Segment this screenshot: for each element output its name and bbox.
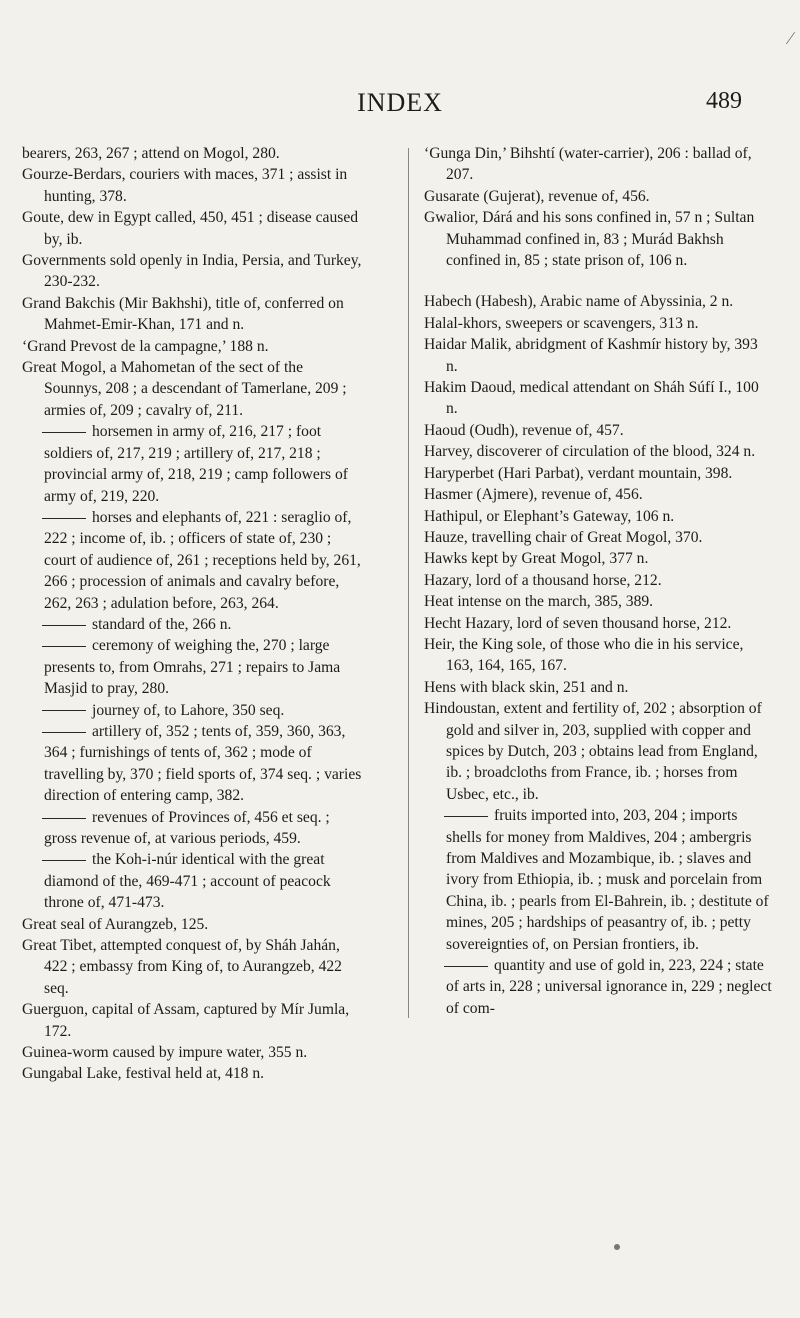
index-entry <box>424 591 772 612</box>
index-entry <box>424 207 772 271</box>
index-entry <box>424 291 772 312</box>
index-entry <box>424 143 772 186</box>
index-entry <box>22 935 362 999</box>
index-entry <box>424 334 772 377</box>
index-entry <box>424 420 772 441</box>
entry-text: ‘Grand Prevost de la campagne,’ 188 n. <box>22 337 269 355</box>
entry-text: Hazary, lord of a thousand horse, 212. <box>424 571 662 589</box>
index-subentry <box>424 955 772 1019</box>
index-subentry <box>22 849 362 913</box>
index-entry <box>424 548 772 569</box>
entry-text: Heir, the King sole, of those who die in his service, 163, 164, 165, 167. <box>424 635 744 675</box>
entry-text: horsemen in army of, 216, 217 ; foot soldiers of, 217, 219 ; artillery of, 217, 218 ; provincial army of, 218, 219 ; camp followers of army of, 219, 220. <box>44 423 349 505</box>
repeat-dash <box>42 732 86 733</box>
entry-text: Hecht Hazary, lord of seven thousand horse, 212. <box>424 614 732 632</box>
index-entry <box>22 1042 362 1063</box>
entry-text: revenues of Provinces of, 456 et seq. ; gross revenue of, at various periods, 459. <box>44 808 330 847</box>
repeat-dash <box>42 518 86 519</box>
entry-text: Heat intense on the march, 385, 389. <box>424 593 654 611</box>
entry-text: Grand Bakchis (Mir Bakhshi), title of, conferred on Mahmet-Emir-Khan, 171 and n. <box>22 294 344 334</box>
entry-text: Hindoustan, extent and fertility of, 202 ; absorption of gold and silver in, 203, supplied with copper and spices by Dutch, 203 ; obtains lead from England, ib. ; broadcloths from France, ib. ; horses from Usbec, etc., ib. <box>424 700 762 803</box>
entry-text: Governments sold openly in India, Persia, and Turkey, 230-232. <box>22 252 362 291</box>
index-subentry <box>22 507 362 614</box>
repeat-dash <box>42 710 86 711</box>
index-entry <box>424 463 772 484</box>
repeat-dash <box>42 625 86 626</box>
index-entry <box>424 506 772 527</box>
index-entry <box>22 143 362 164</box>
left-column <box>22 143 362 1085</box>
page-title: INDEX <box>357 88 443 117</box>
entry-text: Great Mogol, a Mahometan of the sect of the Sounnys, 208 ; a descendant of Tamerlane, 209 ; armies of, 209 ; cavalry of, 211. <box>22 359 347 419</box>
entry-text: Haryperbet (Hari Parbat), verdant mountain, 398. <box>424 464 733 482</box>
index-entry <box>22 250 362 293</box>
index-entry <box>22 1063 362 1084</box>
entry-text: Guerguon, capital of Assam, captured by Mír Jumla, 172. <box>22 1001 350 1040</box>
entry-text: Hawks kept by Great Mogol, 377 n. <box>424 550 649 568</box>
entry-text: Haoud (Oudh), revenue of, 457. <box>424 421 624 439</box>
entry-text: horses and elephants of, 221 : seraglio of, 222 ; income of, ib. ; officers of state of, 230 ; court of audience of, 261 ; receptions held by, 261, 266 ; procession of animals and cavalry before, 262, 263 ; adulation before, 263, 264. <box>44 508 361 612</box>
corner-pencil-mark: ∕ <box>788 28 792 48</box>
index-entry <box>424 527 772 548</box>
entry-text: fruits imported into, 203, 204 ; imports shells for money from Maldives, 204 ; ambergris from Maldives and Mozambique, ib. ; slaves and ivory from Ethiopia, ib. ; musk and porcelain from China, ib. ; pearls from El-Bahrein, ib. ; destitute of mines, 205 ; hardships of peasantry of, ib. ; petty sovereignties of, on Persian frontiers, ib. <box>446 807 769 953</box>
entry-text: Harvey, discoverer of circulation of the blood, 324 n. <box>424 443 756 461</box>
index-subentry <box>22 807 362 850</box>
index-entry <box>424 186 772 207</box>
ink-spot <box>614 1244 620 1250</box>
right-column <box>424 143 772 1019</box>
repeat-dash <box>444 966 488 967</box>
entry-text: standard of the, 266 n. <box>92 615 232 633</box>
entry-text: Great seal of Aurangzeb, 125. <box>22 915 209 933</box>
index-entry <box>424 484 772 505</box>
index-entry <box>424 570 772 591</box>
entry-text: Guinea-worm caused by impure water, 355 n. <box>22 1044 308 1062</box>
index-subentry <box>22 721 362 807</box>
index-entry <box>22 914 362 935</box>
entry-text: bearers, 263, 267 ; attend on Mogol, 280. <box>22 145 280 162</box>
entry-text: Halal-khors, sweepers or scavengers, 313 n. <box>424 314 699 332</box>
repeat-dash <box>444 816 488 817</box>
page-header <box>0 88 800 124</box>
entry-text: the Koh-i-núr identical with the great diamond of the, 469-471 ; account of peacock throne of, 471-473. <box>44 851 331 912</box>
entry-text: Hens with black skin, 251 and n. <box>424 678 629 696</box>
index-subentry <box>22 421 362 507</box>
index-entry <box>22 164 362 207</box>
entry-text: journey of, to Lahore, 350 seq. <box>92 701 285 719</box>
index-entry <box>22 999 362 1042</box>
entry-text: Hathipul, or Elephant’s Gateway, 106 n. <box>424 507 675 525</box>
index-subentry <box>22 700 362 721</box>
entry-text: Hauze, travelling chair of Great Mogol, 370. <box>424 528 703 546</box>
entry-text: Gourze-Berdars, couriers with maces, 371 ; assist in hunting, 378. <box>22 166 348 205</box>
repeat-dash <box>42 818 86 819</box>
page-number: 489 <box>706 88 742 114</box>
entry-text: Great Tibet, attempted conquest of, by Sháh Jahán, 422 ; embassy from King of, to Aurangzeb, 422 seq. <box>22 937 342 997</box>
index-entry <box>424 677 772 698</box>
index-subentry <box>22 635 362 699</box>
column-divider <box>408 148 409 1018</box>
entry-text: Haidar Malik, abridgment of Kashmír history by, 393 n. <box>424 336 758 375</box>
index-entry <box>22 207 362 250</box>
entry-text: Gungabal Lake, festival held at, 418 n. <box>22 1065 265 1083</box>
entry-text: Hakim Daoud, medical attendant on Sháh Súfí I., 100 n. <box>424 379 759 418</box>
index-entry <box>424 698 772 805</box>
index-entry <box>22 357 362 421</box>
index-entry <box>424 441 772 462</box>
entry-text: ceremony of weighing the, 270 ; large presents to, from Omrahs, 271 ; repairs to Jama Masjid to pray, 280. <box>44 637 341 698</box>
entry-text: Gusarate (Gujerat), revenue of, 456. <box>424 187 650 205</box>
index-entry <box>22 293 362 336</box>
entry-text: Hasmer (Ajmere), revenue of, 456. <box>424 486 643 504</box>
entry-text: artillery of, 352 ; tents of, 359, 360, 363, 364 ; furnishings of tents of, 362 ; mode of travelling by, 370 ; field sports of, 374 seq. ; varies direction of entering camp, 382. <box>44 722 362 805</box>
index-entry <box>424 377 772 420</box>
index-entry <box>424 613 772 634</box>
index-entry <box>424 313 772 334</box>
entry-text: ‘Gunga Din,’ Bihshtí (water-carrier), 206 : ballad of, 207. <box>424 145 752 184</box>
entry-text: quantity and use of gold in, 223, 224 ; state of arts in, 228 ; universal ignorance in, 229 ; neglect of com- <box>446 957 772 1017</box>
repeat-dash <box>42 860 86 861</box>
index-entry <box>22 336 362 357</box>
entry-text: Goute, dew in Egypt called, 450, 451 ; disease caused by, ib. <box>22 209 359 248</box>
index-entry <box>424 634 772 677</box>
section-gap <box>424 271 772 291</box>
index-subentry <box>424 805 772 955</box>
entry-text: Gwalior, Dárá and his sons confined in, 57 n ; Sultan Muhammad confined in, 83 ; Murád Bakhsh confined in, 85 ; state prison of, 106 n. <box>424 209 755 270</box>
entry-text: Habech (Habesh), Arabic name of Abyssinia, 2 n. <box>424 293 734 311</box>
repeat-dash <box>42 646 86 647</box>
repeat-dash <box>42 432 86 433</box>
index-subentry <box>22 614 362 635</box>
